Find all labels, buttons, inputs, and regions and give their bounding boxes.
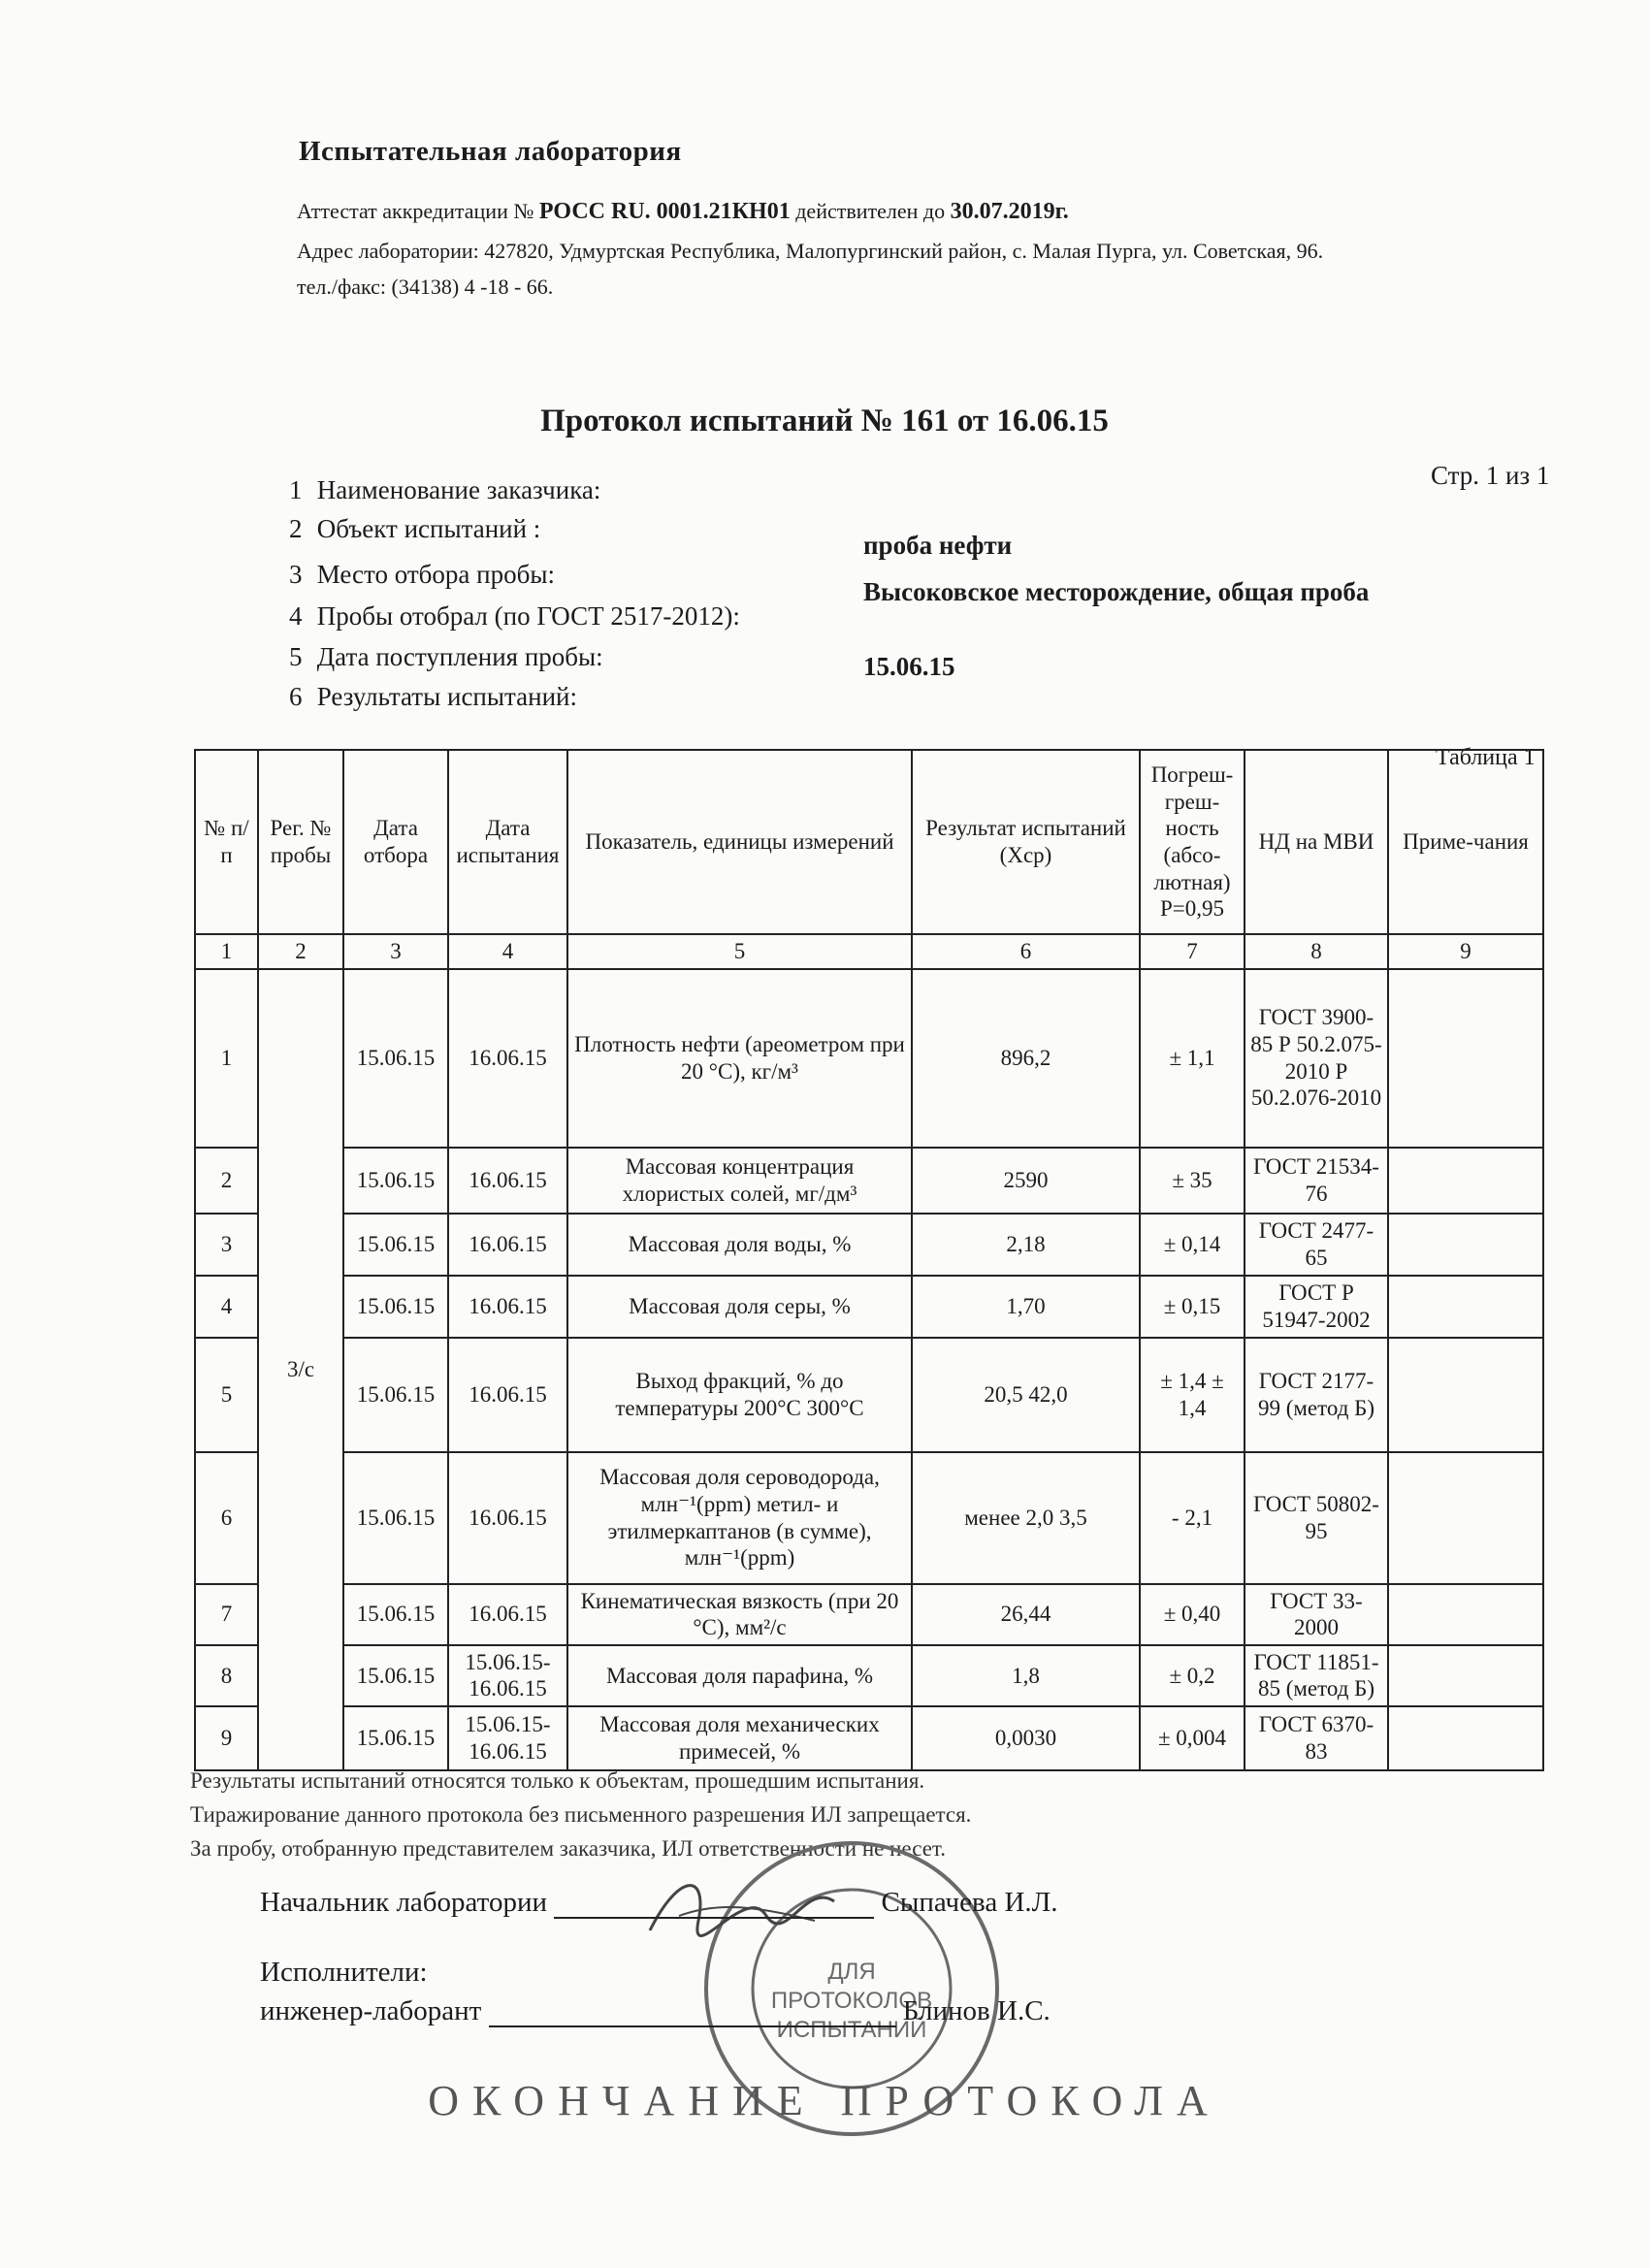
- test-date: 16.06.15: [448, 969, 567, 1148]
- table-row: [195, 1452, 1543, 1584]
- error: ± 0,2: [1140, 1645, 1245, 1706]
- table-row: [195, 1338, 1543, 1452]
- item-place: 3 Место отбора пробы:: [289, 560, 555, 589]
- nd-method: ГОСТ 33-2000: [1245, 1584, 1388, 1645]
- indicator: Плотность нефти (ареометром при 20 °С), кг/м³: [567, 969, 912, 1148]
- engineer-label: инженер-лаборант: [260, 1995, 482, 2026]
- page-number: Стр. 1 из 1: [1431, 461, 1550, 490]
- note: [1388, 1645, 1543, 1706]
- footnote: За пробу, отобранную представителем заказчика, ИЛ ответственности не несет.: [190, 1836, 946, 1861]
- sample-date: 15.06.15: [343, 1276, 448, 1338]
- place-value: Высоковское месторождение, общая проба: [863, 577, 1370, 606]
- result: 1,8: [912, 1645, 1140, 1706]
- header-indicator: Показатель, единицы измерений: [567, 750, 912, 934]
- nd-method: ГОСТ Р 51947-2002: [1245, 1276, 1388, 1338]
- note: [1388, 1452, 1543, 1584]
- note: [1388, 1584, 1543, 1645]
- header-test-date: Дата испытания: [448, 750, 567, 934]
- test-date: 16.06.15: [448, 1276, 567, 1338]
- result: 1,70: [912, 1276, 1140, 1338]
- nd-method: ГОСТ 6370-83: [1245, 1706, 1388, 1770]
- table-row: [195, 1148, 1543, 1214]
- note: [1388, 1706, 1543, 1770]
- test-date: 16.06.15: [448, 1148, 567, 1214]
- row-num: 5: [195, 1338, 258, 1452]
- error: - 2,1: [1140, 1452, 1245, 1584]
- header-note: Приме-чания: [1388, 750, 1543, 934]
- performers-label: Исполнители:: [260, 1957, 428, 1988]
- reg-number: 3/с: [258, 969, 343, 1770]
- test-date: 16.06.15: [448, 1584, 567, 1645]
- result: 0,0030: [912, 1706, 1140, 1770]
- error: ± 1,1: [1140, 969, 1245, 1148]
- stamp-text: ДЛЯ: [827, 1959, 876, 1985]
- engineer-signature-line: [260, 1995, 1051, 2027]
- header-num: № п/п: [195, 750, 258, 934]
- item-sampler: 4 Пробы отобрал (по ГОСТ 2517-2012):: [289, 601, 740, 631]
- valid-until: 30.07.2019г.: [950, 199, 1069, 224]
- header-error: Погреш-греш-ность (абсо-лютная) Р=0,95: [1140, 750, 1245, 934]
- test-date: 15.06.15-16.06.15: [448, 1706, 567, 1770]
- protocol-end: ОКОНЧАНИЕ ПРОТОКОЛА: [428, 2077, 1221, 2124]
- accreditation-prefix: Аттестат аккредитации №: [297, 199, 534, 223]
- svg-text:ПРОТОКОЛОВ: ПРОТОКОЛОВ: [770, 1988, 933, 2014]
- result: 26,44: [912, 1584, 1140, 1645]
- valid-prefix: действителен до: [795, 199, 946, 223]
- sample-date: 15.06.15: [343, 1452, 448, 1584]
- table-row: [195, 969, 1543, 1148]
- col-number: 2: [258, 934, 343, 969]
- col-number: 7: [1140, 934, 1245, 969]
- sample-date: 15.06.15: [343, 1214, 448, 1276]
- row-num: 3: [195, 1214, 258, 1276]
- nd-method: ГОСТ 21534-76: [1245, 1148, 1388, 1214]
- svg-text:ИСПЫТАНИЙ: ИСПЫТАНИЙ: [776, 2017, 927, 2043]
- error: ± 1,4 ± 1,4: [1140, 1338, 1245, 1452]
- col-number: 8: [1245, 934, 1388, 969]
- col-number: 6: [912, 934, 1140, 969]
- error: ± 0,15: [1140, 1276, 1245, 1338]
- note: [1388, 1148, 1543, 1214]
- col-number: 9: [1388, 934, 1543, 969]
- row-num: 7: [195, 1584, 258, 1645]
- indicator: Массовая доля механических примесей, %: [567, 1706, 912, 1770]
- sample-date: 15.06.15: [343, 1706, 448, 1770]
- accreditation-number: РОСС RU. 0001.21КН01: [538, 199, 791, 224]
- table-caption: Таблица 1: [1436, 745, 1536, 770]
- result: 20,5 42,0: [912, 1338, 1140, 1452]
- signature-underline: [554, 1917, 874, 1919]
- head-label: Начальник лаборатории: [260, 1887, 547, 1918]
- nd-method: ГОСТ 3900-85 Р 50.2.075-2010 Р 50.2.076-2010: [1245, 969, 1388, 1148]
- table-row: [195, 1214, 1543, 1276]
- header-sample-date: Дата отбора: [343, 750, 448, 934]
- lab-phone: тел./факс: (34138) 4 -18 - 66.: [297, 275, 554, 299]
- signature-underline: [489, 2025, 896, 2027]
- nd-method: ГОСТ 50802-95: [1245, 1452, 1388, 1584]
- head-signature-line: [260, 1887, 1058, 1919]
- error: ± 35: [1140, 1148, 1245, 1214]
- row-num: 1: [195, 969, 258, 1148]
- header-result: Результат испытаний (Xср): [912, 750, 1140, 934]
- table-row: [195, 1645, 1543, 1706]
- test-date: 15.06.15-16.06.15: [448, 1645, 567, 1706]
- error: ± 0,40: [1140, 1584, 1245, 1645]
- nd-method: ГОСТ 11851-85 (метод Б): [1245, 1645, 1388, 1706]
- note: [1388, 1214, 1543, 1276]
- result: 2,18: [912, 1214, 1140, 1276]
- indicator: Массовая концентрация хлористых солей, мг/дм³: [567, 1148, 912, 1214]
- indicator: Массовая доля серы, %: [567, 1276, 912, 1338]
- sample-date: 15.06.15: [343, 1148, 448, 1214]
- sample-date: 15.06.15: [343, 969, 448, 1148]
- sample-date: 15.06.15: [343, 1338, 448, 1452]
- indicator: Массовая доля воды, %: [567, 1214, 912, 1276]
- note: [1388, 1338, 1543, 1452]
- footnote: Тиражирование данного протокола без письменного разрешения ИЛ запрещается.: [190, 1802, 972, 1827]
- indicator: Выход фракций, % до температуры 200°С 300°С: [567, 1338, 912, 1452]
- note: [1388, 969, 1543, 1148]
- result: 896,2: [912, 969, 1140, 1148]
- result: менее 2,0 3,5: [912, 1452, 1140, 1584]
- note: [1388, 1276, 1543, 1338]
- table-header-row: [195, 750, 1543, 934]
- table-row: [195, 1584, 1543, 1645]
- test-date: 16.06.15: [448, 1452, 567, 1584]
- protocol-title: Протокол испытаний № 161 от 16.06.15: [540, 404, 1109, 438]
- error: ± 0,004: [1140, 1706, 1245, 1770]
- table-row: [195, 1706, 1543, 1770]
- table-row: [195, 1276, 1543, 1338]
- sample-date: 15.06.15: [343, 1584, 448, 1645]
- test-date: 16.06.15: [448, 1338, 567, 1452]
- nd-method: ГОСТ 2177-99 (метод Б): [1245, 1338, 1388, 1452]
- lab-address: Адрес лаборатории: 427820, Удмуртская Республика, Малопургинский район, с. Малая Пурга, ул. Советская, 96.: [297, 239, 1324, 263]
- header-reg: Рег. № пробы: [258, 750, 343, 934]
- result: 2590: [912, 1148, 1140, 1214]
- accreditation-line: [297, 199, 1069, 225]
- row-num: 8: [195, 1645, 258, 1706]
- results-table: [194, 749, 1544, 1771]
- head-name: Сыпачева И.Л.: [881, 1887, 1058, 1918]
- item-date-received: 5 Дата поступления пробы:: [289, 642, 603, 671]
- footnote: Результаты испытаний относятся только к объектам, прошедшим испытания.: [190, 1768, 925, 1793]
- object-value: проба нефти: [863, 531, 1013, 560]
- row-num: 2: [195, 1148, 258, 1214]
- engineer-name: Блинов И.С.: [902, 1995, 1051, 2026]
- item-results: 6 Результаты испытаний:: [289, 682, 577, 711]
- indicator: Массовая доля парафина, %: [567, 1645, 912, 1706]
- column-number-row: [195, 934, 1543, 969]
- header-nd: НД на МВИ: [1245, 750, 1388, 934]
- test-date: 16.06.15: [448, 1214, 567, 1276]
- date-received-value: 15.06.15: [863, 652, 955, 681]
- lab-name: Испытательная лаборатория: [299, 136, 682, 167]
- item-customer: 1 Наименование заказчика:: [289, 475, 601, 504]
- indicator: Кинематическая вязкость (при 20 °С), мм²/с: [567, 1584, 912, 1645]
- col-number: 5: [567, 934, 912, 969]
- row-num: 6: [195, 1452, 258, 1584]
- error: ± 0,14: [1140, 1214, 1245, 1276]
- col-number: 4: [448, 934, 567, 969]
- row-num: 4: [195, 1276, 258, 1338]
- item-object: 2 Объект испытаний :: [289, 514, 541, 543]
- col-number: 3: [343, 934, 448, 969]
- row-num: 9: [195, 1706, 258, 1770]
- col-number: 1: [195, 934, 258, 969]
- sample-date: 15.06.15: [343, 1645, 448, 1706]
- indicator: Массовая доля сероводорода, млн⁻¹(ppm) метил- и этилмеркаптанов (в сумме), млн⁻¹(ppm): [567, 1452, 912, 1584]
- nd-method: ГОСТ 2477-65: [1245, 1214, 1388, 1276]
